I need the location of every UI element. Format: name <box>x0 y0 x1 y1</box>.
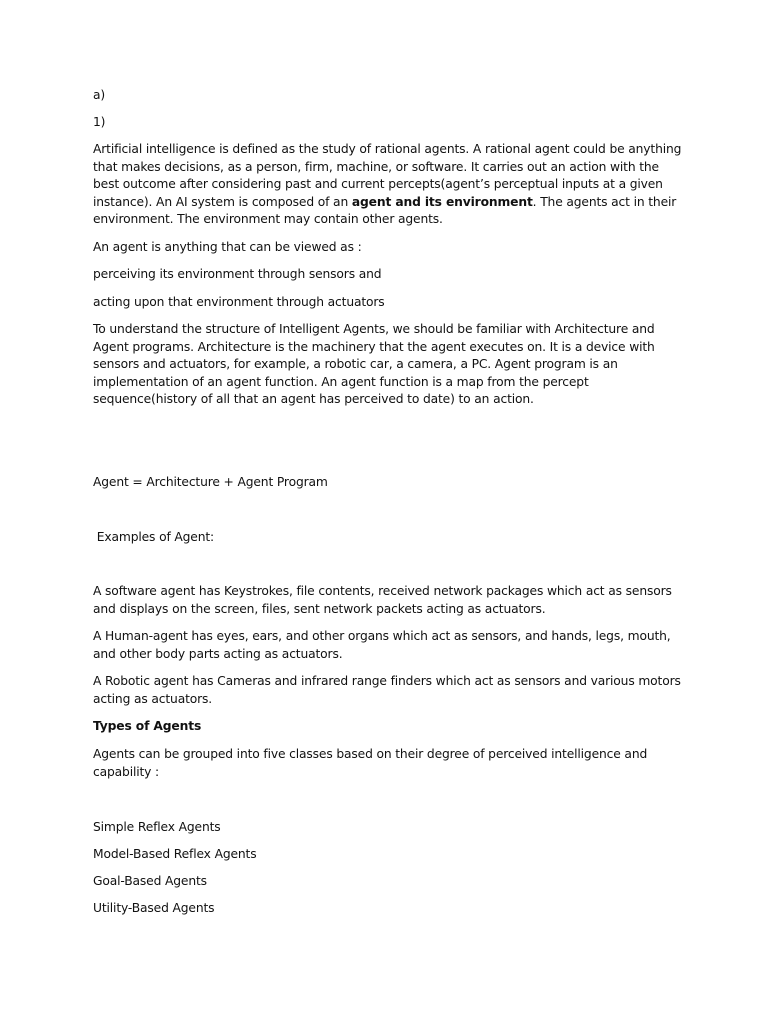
software-agent-paragraph: A software agent has Keystrokes, file contents, received network packages which act as sensors and displays on the screen, files, sent network packets acting as actuators. <box>93 584 672 616</box>
structure-paragraph: To understand the structure of Intelligent Agents, we should be familiar with Architecture and Agent programs. Architecture is the machinery that the agent executes on. It is a device with sensors and actuators, for example, a robotic car, a camera, a PC. Agent program is an implementation of an agent function. An agent function is a map from the percept sequence(history of all that an agent has perceived to date) to an action. <box>93 322 655 407</box>
agent-type-item: Goal-Based Agents <box>93 874 207 888</box>
intro-text-end: . The agents act in their environment. The environment may contain other agents. <box>93 194 677 227</box>
types-intro-paragraph: Agents can be grouped into five classes based on their degree of perceived intelligence and capability : <box>93 747 648 779</box>
types-heading-text: Types of Agents <box>93 719 202 733</box>
intro-paragraph <box>93 141 683 229</box>
agent-definition: An agent is anything that can be viewed as : <box>93 240 362 254</box>
types-heading <box>93 718 201 736</box>
label-a: a) <box>93 88 106 102</box>
label-1: 1) <box>93 115 106 129</box>
acting-line: acting upon that environment through actuators <box>93 295 385 309</box>
robotic-agent-paragraph: A Robotic agent has Cameras and infrared range finders which act as sensors and various motors acting as actuators. <box>93 674 681 706</box>
agent-type-item: Simple Reflex Agents <box>93 820 221 834</box>
agent-type-item: Utility-Based Agents <box>93 901 215 915</box>
agent-type-item: Model-Based Reflex Agents <box>93 847 257 861</box>
perceiving-line: perceiving its environment through sensors and <box>93 267 382 281</box>
examples-heading: Examples of Agent: <box>93 530 215 544</box>
agent-equation: Agent = Architecture + Agent Program <box>93 475 328 489</box>
intro-text-start: Artificial intelligence is defined as the study of rational agents. A rational agent could be anything that makes decisions, as a person, firm, machine, or software. It carries out an action with the best outcome after considering past and current percepts(agent’s perceptual inputs at a given instance). An AI system is composed of an <box>93 142 682 209</box>
intro-text-bold: agent and its environment <box>351 194 533 209</box>
human-agent-paragraph: A Human-agent has eyes, ears, and other organs which act as sensors, and hands, legs, mouth, and other body parts acting as actuators. <box>93 629 671 661</box>
